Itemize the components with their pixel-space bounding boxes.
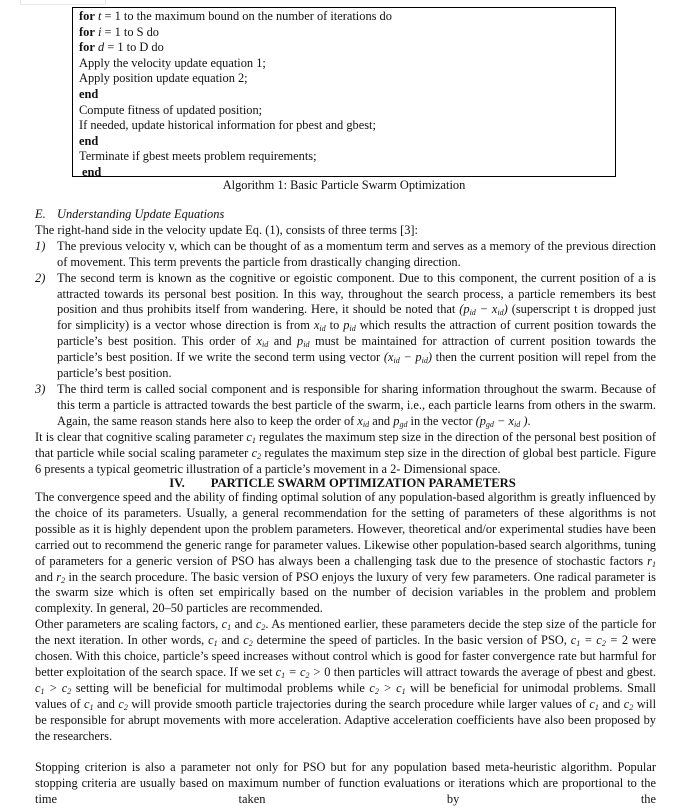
paragraph-stopping-criterion: Stopping criterion is also a parameter not only for PSO but for any population based meta-heuristic algorithm. Popular stopping criteria are usually based on maximum number of function evaluations or iterations which are proportional to the time taken by the: [35, 760, 656, 807]
algo-line: Apply the velocity update equation 1;: [79, 55, 266, 70]
algo-line-end: end: [82, 164, 102, 179]
algo-line: Compute fitness of updated position;: [79, 102, 263, 117]
subsection-intro: The right-hand side in the velocity update Eq. (1), consists of three terms [3]:: [35, 222, 418, 237]
section-heading: IV. PARTICLE SWARM OPTIMIZATION PARAMETERS: [169, 476, 516, 490]
subsection-closing-paragraph: It is clear that cognitive scaling parameter $c_1$ regulates the maximum step size in the direction of the personal best position of that particle while social scaling parameter $c_2$ regulates the maximum step size in the direction of global best particle. Figure 6 presents a typical geometric illustration of a particle’s movement in a 2- Dimensional space.: [35, 429, 656, 476]
subsection-understanding-update-equations: [35, 207, 656, 477]
list-item-3: 3) The third term is called social component and is responsible for sharing information throughout the swarm. Because of this term a particle is attracted towards the best particle of the swarm, i.e., each particle learns from others in the swarm. Again, the same reason stands here also to keep the order of $x_{id}$ and $p_{gd}$ in the vector ($p_{gd} - x_{id}$ ).: [35, 381, 656, 429]
algo-line-end: end: [79, 133, 99, 148]
algo-line-for-t: for t = 1 to the maximum bound on the number of iterations do: [79, 9, 392, 23]
algo-line-end: end: [79, 86, 99, 101]
subsection-heading: E. Understanding Update Equations: [35, 207, 225, 221]
paragraph-scaling-factors: Other parameters are scaling factors, $c_1$ and $c_2$. As mentioned earlier, these parameters decide the step size of the particle for the next iteration. In other words, $c_1$ and $c_2$ determine the speed of particles. In the basic version of PSO, $c_1 = c_2 = 2$ were chosen. With this choice, particle’s speed increases without control which is good for faster convergence rate but harmful for better exploitation of the search space. If we set $c_1 = c_2 > 0$ then particles will attract towards the average of pbest and gbest. $c_1 > c_2$ setting will be beneficial for multimodal problems while $c_2 > c_1$ will be beneficial for unimodal problems. Small values of $c_1$ and $c_2$ will provide smooth particle trajectories during the search procedure while larger values of $c_1$ and $c_2$ will be responsible for abrupt movements with more acceleration. Adaptive acceleration coefficients have also been proposed by the researchers.: [35, 617, 657, 743]
section-parameters-body: [35, 490, 656, 808]
page-header-mark: [20, 0, 106, 5]
algo-line: If needed, update historical information for pbest and gbest;: [79, 118, 376, 133]
algo-line: Apply position update equation 2;: [79, 71, 248, 86]
algorithm-caption: Algorithm 1: Basic Particle Swarm Optimization: [222, 178, 466, 192]
list-item-2: 2) The second term is known as the cognitive or egoistic component. Due to this component, the current position of a is attracted towards its personal best position. In this way, throughout the search process, a particle remembers its best position and thus prohibits itself from wandering. Here, it should be noted that $(p_{id} - x_{id})$ (superscript t is dropped just for simplicity) is a vector whose direction is from $x_{id}$ to $p_{id}$ which results the attraction of current position towards the particle’s best position. This order of $x_{id}$ and $p_{id}$ must be maintained for attraction of current position towards the particle’s best position. If we write the second term using vector $(x_{id} - p_{id})$ then the current position will repel from the particle’s best position.: [35, 270, 656, 381]
algo-line-for-i: for i = 1 to S do: [79, 24, 159, 39]
paragraph-convergence: The convergence speed and the ability of finding optimal solution of any population-based algorithm is greatly influenced by the choice of its parameters. Usually, a general recommendation for the setting of parameters of these algorithms is not possible as it is highly dependent upon the problem parameters. However, theoretical and/or experimental studies have been carried out to recommend the generic range for parameter values. Likewise other population-based search algorithms, tuning of parameters for a generic version of PSO has always been a challenging task due to the presence of stochastic factors $r_1$ and $r_2$ in the search procedure. The basic version of PSO enjoys the luxury of very few parameters. One radical parameter is the swarm size which is often set empirically based on the number of decision variables in the problem and problem complexity. In general, 20–50 particles are recommended.: [35, 490, 656, 616]
algo-line: Terminate if gbest meets problem requirements;: [79, 149, 317, 164]
algorithm-box: [72, 7, 616, 177]
list-item-1: 1) The previous velocity v, which can be thought of as a momentum term and serves as a memory of the previous direction of movement. This term prevents the particle from drastically changing direction.: [35, 238, 656, 269]
algo-line-for-d: for d = 1 to D do: [79, 40, 164, 55]
